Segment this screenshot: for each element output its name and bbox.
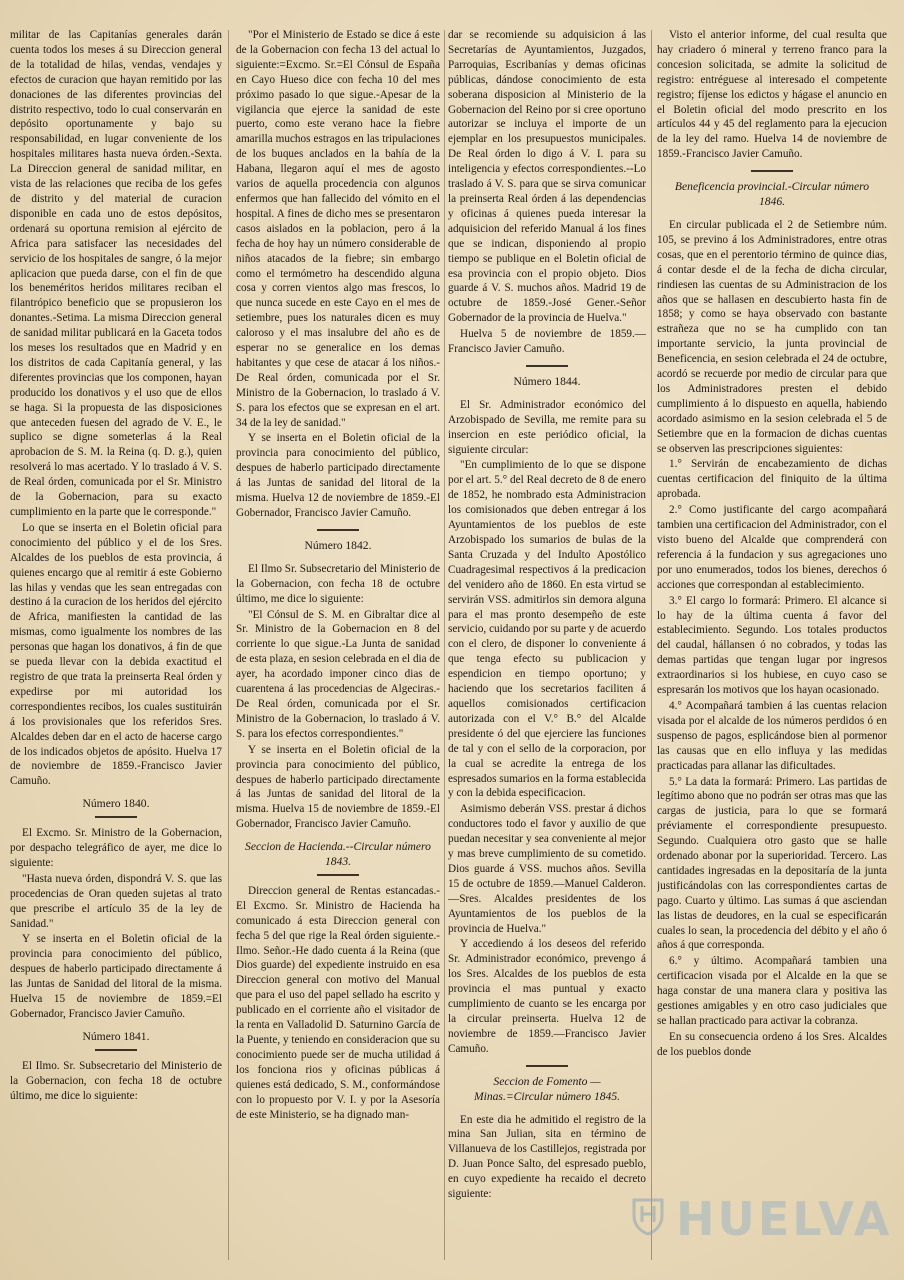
paragraph: "Por el Ministerio de Estado se dice á este de la Gobernacion con fecha 13 del actual lo siguiente:=Excmo. Sr.=El Cónsul de España en Cayo Hueso dice con fecha 10 del mes próximo pasado lo que sigue.-Apesar de la vigilancia que ejerce la sanidad de este puerto, como este verano hace la fiebre amarilla muchos estragos en las tripulaciones de los buques anclados en la bahía de la Habana, llegaron aquí el mes de agosto varios de aquella procedencia con algunos enfermos que han fallecido del vómito en el hospital. A fines de dicho mes se presentaron casos aislados en la poblacion, pero á la fecha de hoy hay un número considerable de niños atacados de la fiebre; sin embargo como el termómetro ha descendido alguna cosa y corren vientos algo mas frescos, lo que nunca sucede en este Cayo en el mes de setiembre, pues los naturales dicen es muy caloroso y el mas insalubre del año es de esperar no se generalice en los demas habitantes y que cese de atacar á los niños.-De Real órden, comunicada por el Sr. Ministro de la Gobernacion, lo traslado á V. S. para los efectos que se expresan en el art. 34 de la ley de sanidad." bbox=[236, 29, 440, 429]
paragraph: 4.° Acompañará tambien á las cuentas relacion visada por el alcalde de los números perdidos ó en suspenso de pagos, esplicándose bien al pormenor las causas que en ello influya y las medidas practicadas para allanar las dificultades. bbox=[657, 699, 887, 772]
paragraph: Y accediendo á los deseos del referido Sr. Administrador económico, prevengo á los Sres. Alcaldes de los pueblos de esta provincia el mas puntual y exacto cumplimiento de cuanto se les encarga por la circular preinserta. Huelva 12 de noviembre de 1859.—Francisco Javier Camuño. bbox=[448, 938, 646, 1055]
paragraph: dar se recomiende su adquisicion á las Secretarías de Ayuntamientos, Juzgados, Parroquias, Escribanías y demas oficinas públicas, dándose conocimiento de esta soberana disposicion al Ministerio de la Gobernacion del Reino por si cree oportuno autorizar se incluya el importe de un ejemplar en los presupuestos municipales. De Real órden lo digo á V. I. para su inteligencia y efectos correspondientes.--Lo traslado á V. S. para que se sirva comunicar la preinserta Real órden á las dependencias y oficinas á quienes pueda interesar la adquisicion del referido Manual á los fines que se indican, disponiendo al propio tiempo se publique en el Boletin oficial de esa provincia con el propio objeto. Dios guarde á V. S. muchos años. Madrid 19 de octubre de 1859.-José Gener.-Señor Gobernador de la provincia de Huelva." bbox=[448, 29, 646, 325]
paragraph: 3.° El cargo lo formará: Primero. El alcance si lo hay de la última cuenta á favor del establecimiento. Segundo. Los totales productos del caudal, hállansen ó no cobrados, y todas las demas partidas que tengan lugar por ingresos extraordinarios si los hubiese, en cuyo caso se espresarán los motivos que los hayan ocasionado. bbox=[657, 594, 887, 697]
section-heading: Número 1844. bbox=[513, 374, 581, 388]
section-divider bbox=[317, 529, 359, 531]
column-divider bbox=[444, 30, 445, 1260]
paragraph: El Sr. Administrador económico del Arzobispado de Sevilla, me remite para su insercion en este periódico oficial, la siguiente circular: bbox=[448, 398, 646, 456]
paragraph: El Ilmo Sr. Subsecretario del Ministerio de la Gobernacion, con fecha 18 de octubre último, me dice lo siguiente: bbox=[236, 562, 440, 605]
section-divider bbox=[751, 170, 793, 172]
section-divider bbox=[526, 1065, 568, 1067]
section-heading: Beneficencia provincial.-Circular número 1846. bbox=[674, 180, 870, 209]
section-heading: Número 1842. bbox=[304, 538, 372, 552]
paragraph: 2.° Como justificante del cargo acompañará tambien una certificacion del Administrador, con el visto bueno del Alcalde que comprenderá con referencia á la fundacion y sus agregaciones uno por uno enumerados, todos los bienes, derechos ó acciones que correspondan al establecimiento. bbox=[657, 504, 887, 591]
paragraph: Y se inserta en el Boletin oficial de la provincia para conocimiento del público, despues de haberlo participado directamente á las Juntas de sanidad del litoral de la misma. Huelva 12 de noviembre de 1859.-El Gobernador, Francisco Javier Camuño. bbox=[236, 432, 440, 519]
watermark-shield-icon bbox=[630, 1196, 666, 1236]
column-divider bbox=[651, 30, 652, 1260]
column-1 bbox=[10, 28, 222, 1268]
paragraph: Y se inserta en el Boletin oficial de la provincia para conocimiento del público, despues de haberlo participado directamente á las Juntas de Sanidad del litoral de la misma. Huelva 15 de noviembre de 1859.=El Gobernador, Francisco Javier Camuño. bbox=[10, 933, 222, 1020]
paragraph: "Hasta nueva órden, dispondrá V. S. que las procedencias de Oran queden sujetas al trato que prescribe el artículo 35 de la ley de Sanidad." bbox=[10, 872, 222, 930]
section-heading: Seccion de Hacienda.--Circular número 1843. bbox=[245, 840, 431, 869]
section-heading: Seccion de Fomento —Minas.=Circular número 1845. bbox=[473, 1074, 621, 1103]
section-divider bbox=[317, 874, 359, 876]
paragraph: El Ilmo. Sr. Subsecretario del Ministerio de la Gobernacion, con fecha 18 de octubre último, me dice lo siguiente: bbox=[10, 1059, 222, 1102]
column-4 bbox=[657, 28, 887, 1268]
section-heading: Número 1840. bbox=[82, 797, 150, 811]
column-3 bbox=[448, 28, 646, 1268]
paragraph: 1.° Servirán de encabezamiento de dichas cuentas certificacion del finiquito de la última aprobada. bbox=[657, 458, 887, 501]
column-2 bbox=[236, 28, 440, 1268]
paragraph: Asimismo deberán VSS. prestar á dichos conductores todo el favor y auxilio de que puedan necesitar y sea conveniente al mejor y mas breve cumplimiento de su cometido. Dios guarde á VSS. muchos años. Sevilla 15 de octubre de 1859.—Manuel Calderon.—Sres. Alcaldes presidentes de los Ayuntamientos de los pueblos de la provincia de Huelva." bbox=[448, 803, 646, 935]
paragraph: 5.° La data la formará: Primero. Las partidas de legítimo abono que no podrán ser otras mas que las cargas de justicia, para lo que se formará préviamente el correspondiente presupuesto. Segundo. Cualquiera otro gasto que se halle ordenado abonar por la superioridad. Tercero. Las cantidades ingresadas en la depositaría de la junta justificándolas con las correspondientes cartas de pago. Cuarto y último. Las sumas á que asciendan las listas de deudores, en la cual se especificarán cuales lo sean, la procedencia del débito y el año ó años á que corresponda. bbox=[657, 775, 887, 952]
section-divider bbox=[526, 365, 568, 367]
paragraph: militar de las Capitanías generales darán cuenta todos los meses á su Direccion general de la totalidad de hilas, vendas, vendajes y efectos de curacion que hayan remitido por las donaciones de las diferentes provincias del distrito respectivo, todo lo cual conservarán en depósito oportunamente y bajo su responsabilidad, en lugar conveniente de los hospitales militares hasta nueva órden.-Sexta. La Direccion general de sanidad militar, en vista de las relaciones que reciba de los gefes de distrito y del material de curacion disponible en cada uno de estos depósitos, ordenará su oportuna remision al ejército de Africa para satisfacer las necesidades del servicio de los hospitales de sangre, ó la mejor aplicacion que pueda darse, con el fin de que los beneméritos heridos militares reciban el filantrópico beneficio que se propusieron los donantes.-Setima. La misma Direccion general de sanidad militar publicará en la Gaceta todos los meses los resultados que en Madrid y en los distritos de cada Capitanía general, y las diferentes provincias que los componen, hayan producido los donativos y el uso que de ellos se haga. Si la propuesta de las disposiciones que anteceden fuesen del agrado de V. E., le suplico se digne someterlas á la Real aprobacion de S. M. la Reina (q. D. g.), quien resolverá lo mas acertado. Y lo traslado á V. S. de Real órden, comunicada por el Sr. Ministro de la Gobernacion, para su exacto cumplimiento en la parte que le corresponde." bbox=[10, 29, 222, 518]
paragraph: "El Cónsul de S. M. en Gibraltar dice al Sr. Ministro de la Gobernacion en 8 del corriente lo que sigue.-La Junta de sanidad de esta plaza, en sesion celebrada en el dia de ayer, ha acordado imponer cinco dias de cuarentena á las procedencias de Algeciras.-De Real órden, comunicada por el Sr. Ministro de la Gobernacion, lo traslado á V. S. para los efectos correspondientes." bbox=[236, 608, 440, 740]
paragraph: En este dia he admitido el registro de la mina San Julian, sita en término de Villanueva de los Castillejos, registrada por D. Juan Ponce Salto, del espresado pueblo, en cuyo expediente ha recaido el decreto siguiente: bbox=[448, 1113, 646, 1201]
paragraph: El Excmo. Sr. Ministro de la Gobernacion, por despacho telegráfico de ayer, me dice lo siguiente: bbox=[10, 827, 222, 869]
section-heading: Número 1841. bbox=[82, 1029, 150, 1043]
paragraph: En su consecuencia ordeno á los Sres. Alcaldes de los pueblos donde bbox=[657, 1030, 887, 1058]
paragraph: Direccion general de Rentas estancadas.-El Excmo. Sr. Ministro de Hacienda ha comunicado á esta Direccion general con fecha 5 del que rige la Real órden siguiente.-Ilmo. Señor.-He dado cuenta á la Reina (que Dios guarde) del expediente instruido en esa Direccion general con motivo del Manual que para el uso del papel sellado ha escrito y publicado en el corriente año el visitador de la renta en Valladolid D. Saturnino García de la Puente, y teniendo en consideracion que su conocimiento puede ser de mucha utilidad á los fonciona rios y oficinas públicas á quienes está dedicado, S. M., conformándose con lo propuesto por V. I. y por la Asesoría de este Ministerio, se ha dignado man- bbox=[236, 884, 440, 1121]
section-divider bbox=[95, 1049, 137, 1051]
paragraph: Y se inserta en el Boletin oficial de la provincia para conocimiento del público, despues de haberlo participado directamente á las Juntas de sanidad del litoral de la misma. Huelva 15 de noviembre de 1859.-El Gobernador, Francisco Javier Camuño. bbox=[236, 743, 440, 831]
paragraph: En circular publicada el 2 de Setiembre núm. 105, se previno á los Administradores, entre otras cosas, que en el perentorio término de quince dias, á contar desde el de la fecha de dicha circular, rindiesen las cuentas de su Administracion de los años que se hallasen en descubierto hasta fin de 1858; y como se haya observado con bastante estrañeza que no se ha cumplido con tan importante servicio, la junta provincial de Beneficencia, en sesion celebrada el 24 de octubre, acordó se recuerde por medio de circular para que los Administradores presten el debido cumplimiento á lo dispuesto en aquella, habiendo acordado asimismo en la sesion celebrada el 5 de Setiembre que en la formacion de dichas cuentas se observen las prescripciones siguientes: bbox=[657, 218, 887, 455]
paragraph: Visto el anterior informe, del cual resulta que hay criadero ó mineral y terreno franco para la concesion solicitada, se admite la solicitud de registro: entréguese al interesado el competente registro; fíjense los edictos y hágase el anuncio en el Boletin oficial del modo prescrito en los artículos 44 y 45 del reglamento para la ejecucion de la ley del ramo. Huelva 14 de noviembre de 1859.-Francisco Javier Camuño. bbox=[657, 29, 887, 161]
paragraph: "En cumplimiento de lo que se dispone por el art. 5.° del Real decreto de 8 de enero de 1852, he nombrado esta Administracion los comisionados que deben entregar á los Ayuntamientos de los pueblos de este Arzobispado los sumarios de bulas de la Santa Cruzada y del Indulto Apostólico Cuadragesimal respectivos á la predicacion del venidero año de 1860. En esta virtud se servirán VSS. admitirlos sin demora alguna para el mas pronto desempeño de este servicio, cuidando por su parte y de acuerdo con el clero, de disponer lo conveniente á que tenga efecto su publicacion y espendicion en tiempo oportuno; y haciendo que los secretarios faciliten á aquellos comisionados certificacion autorizada con el V.° B.° del Alcalde presidente ó del que ejerciere las funciones de tal y con el sello de la corporacion, por la cual se acredite la entrega de los espresados sumarios en la forma establecida y con la debida especificacion. bbox=[448, 459, 646, 800]
watermark-text: HUELVA bbox=[676, 1192, 893, 1246]
paragraph: Huelva 5 de noviembre de 1859.—Francisco Javier Camuño. bbox=[448, 328, 646, 356]
column-divider bbox=[228, 30, 229, 1260]
section-divider bbox=[95, 816, 137, 818]
paragraph: 6.° y último. Acompañará tambien una certificacion visada por el Alcalde en la que se haga constar de una manera clara y positiva las gestiones amigables y en otro caso judiciales que se hallan practicado para activar la cobranza. bbox=[657, 955, 887, 1027]
paragraph: Lo que se inserta en el Boletin oficial para conocimiento del público y el de los Sres. Alcaldes de los pueblos de esta provincia, á quienes encargo que al remitir á este Gobierno las hilas y vendas que les sean entregadas con destino á la curacion de los heridos del ejército de Africa, manifiesten la cantidad de las mismas, como igualmente los nombres de las personas que hagan los donativos, á fin de que se pueda llevar con la debida exactitud el registro de que trata la preinserta Real órden y expedirse por mi autoridad los correspondientes recibos, los cuales sustituirán á los provisionales que los referidos Sres. Alcaldes deben dar en el acto de hacerse cargo de los indicados objetos de apósito. Huelva 17 de noviembre de 1859.-Francisco Javier Camuño. bbox=[10, 521, 222, 788]
